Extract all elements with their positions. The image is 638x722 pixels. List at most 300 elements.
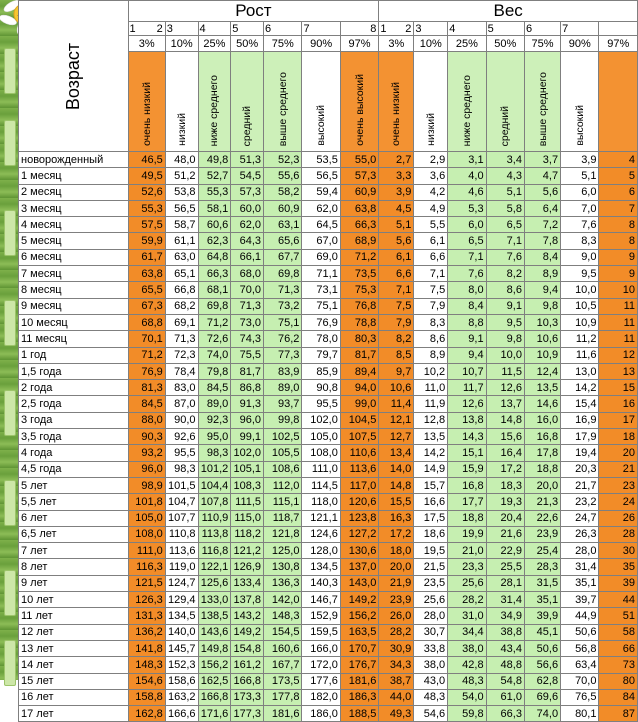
weight-value-cell: 15: [599, 380, 638, 396]
height-value-cell: 105,5: [264, 445, 302, 461]
table-row: [19, 314, 638, 330]
height-value-cell: 110,6: [340, 445, 378, 461]
weight-value-cell: 4,5: [379, 200, 414, 216]
age-cell: 10 лет: [19, 592, 129, 608]
weight-value-cell: 54,6: [414, 706, 448, 722]
height-value-cell: 60,9: [340, 184, 378, 200]
weight-value-cell: 84: [599, 689, 638, 705]
weight-value-cell: 35,1: [524, 592, 560, 608]
height-value-cell: 99,8: [264, 412, 302, 428]
decorative-tag: [4, 300, 16, 346]
weight-value-cell: 48,3: [414, 689, 448, 705]
height-value-cell: 80,3: [340, 331, 378, 347]
height-value-cell: 107,8: [198, 494, 231, 510]
height-value-cell: 181,6: [340, 673, 378, 689]
height-value-cell: 60,9: [264, 200, 302, 216]
weight-value-cell: 7,1: [448, 249, 486, 265]
height-value-cell: 55,0: [340, 152, 378, 168]
height-value-cell: 73,5: [340, 266, 378, 282]
weight-value-cell: 12,7: [379, 429, 414, 445]
table-row: [19, 706, 638, 722]
height-value-cell: 76,2: [264, 331, 302, 347]
weight-value-cell: 14,9: [414, 461, 448, 477]
height-value-cell: 110,9: [198, 510, 231, 526]
table-row: [19, 640, 638, 656]
height-value-cell: 98,3: [198, 445, 231, 461]
height-value-cell: 186,0: [302, 706, 340, 722]
weight-value-cell: 4,9: [414, 200, 448, 216]
weight-value-cell: 10,6: [524, 331, 560, 347]
weight-value-cell: 8,6: [486, 282, 524, 298]
weight-value-cell: 19,4: [561, 445, 599, 461]
category-label: выше среднего: [524, 52, 560, 152]
height-value-cell: 84,5: [128, 396, 165, 412]
age-cell: 2 месяц: [19, 184, 129, 200]
weight-value-cell: 5,1: [486, 184, 524, 200]
weight-value-cell: 28,1: [486, 575, 524, 591]
height-value-cell: 65,5: [128, 282, 165, 298]
age-cell: 8 лет: [19, 559, 129, 575]
height-value-cell: 137,8: [231, 592, 264, 608]
weight-value-cell: 38,8: [486, 624, 524, 640]
weight-value-cell: 20,3: [561, 461, 599, 477]
height-value-cell: 69,8: [264, 266, 302, 282]
height-value-cell: 140,3: [302, 575, 340, 591]
weight-value-cell: 4: [599, 152, 638, 168]
height-value-cell: 75,5: [231, 347, 264, 363]
height-value-cell: 60,0: [231, 200, 264, 216]
height-value-cell: 60,6: [198, 217, 231, 233]
height-value-cell: 67,3: [128, 298, 165, 314]
height-value-cell: 188,5: [340, 706, 378, 722]
height-value-cell: 59,4: [302, 184, 340, 200]
weight-value-cell: 10,6: [379, 380, 414, 396]
weight-value-cell: 28,2: [379, 624, 414, 640]
weight-value-cell: 11: [599, 331, 638, 347]
table-row: [19, 624, 638, 640]
height-value-cell: 173,3: [231, 689, 264, 705]
weight-value-cell: 11,5: [486, 363, 524, 379]
height-value-cell: 96,0: [128, 461, 165, 477]
weight-value-cell: 5,3: [448, 200, 486, 216]
decorative-tag: [4, 480, 16, 526]
weight-value-cell: 21,7: [561, 477, 599, 493]
table-row: [19, 526, 638, 542]
height-value-cell: 89,0: [264, 380, 302, 396]
weight-value-cell: 62,8: [524, 673, 560, 689]
table-row: [19, 233, 638, 249]
weight-value-cell: 9,0: [561, 249, 599, 265]
weight-value-cell: 11,6: [561, 347, 599, 363]
age-cell: 8 месяц: [19, 282, 129, 298]
height-value-cell: 66,1: [231, 249, 264, 265]
weight-value-cell: 31,4: [486, 592, 524, 608]
weight-value-cell: 48,3: [448, 673, 486, 689]
age-cell: 17 лет: [19, 706, 129, 722]
height-value-cell: 67,7: [264, 249, 302, 265]
weight-value-cell: 73: [599, 657, 638, 673]
height-value-cell: 77,3: [264, 347, 302, 363]
height-value-cell: 53,5: [302, 152, 340, 168]
table-row: [19, 282, 638, 298]
weight-value-cell: 4,7: [524, 168, 560, 184]
height-value-cell: 117,0: [340, 477, 378, 493]
table-row: [19, 331, 638, 347]
height-value-cell: 108,3: [231, 477, 264, 493]
weight-value-cell: 21,0: [448, 543, 486, 559]
weight-value-cell: 22,9: [486, 543, 524, 559]
weight-value-cell: 3,4: [486, 152, 524, 168]
height-value-cell: 166,0: [302, 640, 340, 656]
weight-value-cell: 13,0: [561, 363, 599, 379]
height-value-cell: 90,8: [302, 380, 340, 396]
height-value-cell: 67,0: [302, 233, 340, 249]
weight-value-cell: 12,6: [448, 396, 486, 412]
age-cell: 3 месяц: [19, 200, 129, 216]
height-value-cell: 118,0: [302, 494, 340, 510]
height-value-cell: 148,3: [128, 657, 165, 673]
height-value-cell: 114,5: [302, 477, 340, 493]
weight-value-cell: 16,9: [561, 412, 599, 428]
height-value-cell: 51,3: [231, 152, 264, 168]
age-cell: 9 месяц: [19, 298, 129, 314]
height-value-cell: 125,6: [198, 575, 231, 591]
weight-value-cell: 23,2: [561, 494, 599, 510]
height-value-cell: 149,2: [231, 624, 264, 640]
height-value-cell: 93,7: [264, 396, 302, 412]
weight-value-cell: 20: [599, 445, 638, 461]
height-value-cell: 158,6: [165, 673, 198, 689]
weight-value-cell: 7,0: [561, 200, 599, 216]
height-value-cell: 177,6: [302, 673, 340, 689]
weight-value-cell: 44: [599, 592, 638, 608]
table-row: [19, 380, 638, 396]
weight-value-cell: 16,8: [524, 429, 560, 445]
weight-value-cell: 5: [599, 168, 638, 184]
height-value-cell: 56,5: [302, 168, 340, 184]
height-value-cell: 172,0: [302, 657, 340, 673]
height-value-cell: 143,6: [198, 624, 231, 640]
weight-value-cell: 10,7: [448, 363, 486, 379]
table-body: [19, 152, 638, 722]
height-value-cell: 167,7: [264, 657, 302, 673]
weight-value-cell: 35: [599, 559, 638, 575]
weight-value-cell: 13,7: [486, 396, 524, 412]
height-value-cell: 145,7: [165, 640, 198, 656]
height-value-cell: 81,7: [340, 347, 378, 363]
weight-value-cell: 7,1: [486, 233, 524, 249]
height-value-cell: 148,3: [264, 608, 302, 624]
weight-value-cell: 6,5: [448, 233, 486, 249]
weight-value-cell: 10,2: [414, 363, 448, 379]
weight-value-cell: 35,1: [561, 575, 599, 591]
height-value-cell: 163,2: [165, 689, 198, 705]
percentile-cell: 50%: [231, 36, 264, 52]
height-value-cell: 62,0: [231, 217, 264, 233]
weight-value-cell: 42,8: [448, 657, 486, 673]
height-value-cell: 173,5: [264, 673, 302, 689]
height-value-cell: 57,3: [231, 184, 264, 200]
category-label: высокий: [561, 52, 599, 152]
weight-value-cell: 50,6: [524, 640, 560, 656]
column-number: 3: [414, 22, 448, 36]
height-value-cell: 136,3: [264, 575, 302, 591]
percentile-cell: 10%: [414, 36, 448, 52]
percentile-cell: 10%: [165, 36, 198, 52]
weight-value-cell: 20,0: [524, 477, 560, 493]
height-value-cell: 101,8: [128, 494, 165, 510]
percentile-cell: 25%: [198, 36, 231, 52]
category-label: высокий: [302, 52, 340, 152]
weight-value-cell: 11,2: [561, 331, 599, 347]
weight-value-cell: 8,8: [448, 314, 486, 330]
decorative-left-strip: [0, 0, 19, 680]
height-value-cell: 73,1: [302, 282, 340, 298]
height-value-cell: 113,6: [165, 543, 198, 559]
height-value-cell: 170,7: [340, 640, 378, 656]
table-row: [19, 689, 638, 705]
category-label: очень низкий: [128, 52, 165, 152]
height-value-cell: 63,8: [340, 200, 378, 216]
weight-value-cell: 23,9: [524, 526, 560, 542]
percentile-cell: 90%: [561, 36, 599, 52]
age-cell: 2 года: [19, 380, 129, 396]
percentile-cell: 3%: [128, 36, 165, 52]
height-value-cell: 137,0: [340, 559, 378, 575]
age-cell: 1 месяц: [19, 168, 129, 184]
height-value-cell: 143,0: [340, 575, 378, 591]
height-value-cell: 58,1: [198, 200, 231, 216]
column-number: 1 2: [379, 22, 414, 36]
weight-value-cell: 16,4: [486, 445, 524, 461]
height-value-cell: 163,5: [340, 624, 378, 640]
weight-value-cell: 56,8: [561, 640, 599, 656]
height-value-cell: 136,2: [128, 624, 165, 640]
height-value-cell: 75,3: [340, 282, 378, 298]
table-row: [19, 510, 638, 526]
age-cell: 1,5 года: [19, 363, 129, 379]
height-value-cell: 107,5: [340, 429, 378, 445]
weight-value-cell: 9,1: [448, 331, 486, 347]
height-value-cell: 104,7: [165, 494, 198, 510]
age-cell: 12 лет: [19, 624, 129, 640]
height-value-cell: 154,5: [264, 624, 302, 640]
column-number: 4: [198, 22, 231, 36]
height-value-cell: 102,5: [264, 429, 302, 445]
age-cell: 14 лет: [19, 657, 129, 673]
height-value-cell: 48,0: [165, 152, 198, 168]
weight-value-cell: 5,8: [486, 200, 524, 216]
weight-value-cell: 9: [599, 266, 638, 282]
age-column-header: Возраст: [19, 1, 129, 152]
age-cell: 2,5 года: [19, 396, 129, 412]
weight-value-cell: 80: [599, 673, 638, 689]
height-value-cell: 63,0: [165, 249, 198, 265]
category-label: низкий: [414, 52, 448, 152]
height-value-cell: 141,8: [128, 640, 165, 656]
weight-value-cell: 14,0: [379, 461, 414, 477]
weight-value-cell: 7,9: [414, 298, 448, 314]
weight-value-cell: 31,5: [524, 575, 560, 591]
height-value-cell: 105,1: [231, 461, 264, 477]
category-label: [599, 52, 638, 152]
height-value-cell: 101,5: [165, 477, 198, 493]
weight-value-cell: 15,4: [561, 396, 599, 412]
height-value-cell: 95,0: [198, 429, 231, 445]
age-cell: 11 лет: [19, 608, 129, 624]
age-cell: 11 месяц: [19, 331, 129, 347]
weight-value-cell: 10,9: [524, 347, 560, 363]
weight-value-cell: 8,4: [524, 249, 560, 265]
table-row: [19, 575, 638, 591]
weight-value-cell: 8,2: [486, 266, 524, 282]
weight-value-cell: 80,1: [561, 706, 599, 722]
age-cell: новорожденный: [19, 152, 129, 168]
weight-value-cell: 19,5: [414, 543, 448, 559]
weight-value-cell: 7,8: [524, 233, 560, 249]
weight-value-cell: 74,0: [524, 706, 560, 722]
weight-value-cell: 17,2: [486, 461, 524, 477]
height-value-cell: 124,7: [165, 575, 198, 591]
height-value-cell: 126,3: [128, 592, 165, 608]
weight-value-cell: 5,1: [379, 217, 414, 233]
weight-value-cell: 19,9: [448, 526, 486, 542]
height-value-cell: 71,2: [128, 347, 165, 363]
age-cell: 6 лет: [19, 510, 129, 526]
height-value-cell: 102,0: [231, 445, 264, 461]
weight-value-cell: 9,5: [561, 266, 599, 282]
height-value-cell: 130,8: [264, 559, 302, 575]
percentile-cell: 75%: [524, 36, 560, 52]
weight-value-cell: 16,6: [414, 494, 448, 510]
height-value-cell: 99,1: [231, 429, 264, 445]
height-value-cell: 120,6: [340, 494, 378, 510]
weight-value-cell: 12,6: [486, 380, 524, 396]
weight-value-cell: 30: [599, 543, 638, 559]
height-value-cell: 133,0: [198, 592, 231, 608]
weight-value-cell: 17,2: [379, 526, 414, 542]
weight-value-cell: 12,4: [524, 363, 560, 379]
weight-value-cell: 4,6: [448, 184, 486, 200]
weight-value-cell: 43,4: [486, 640, 524, 656]
age-cell: 10 месяц: [19, 314, 129, 330]
weight-value-cell: 24: [599, 494, 638, 510]
weight-value-cell: 26: [599, 510, 638, 526]
age-cell: 7 лет: [19, 543, 129, 559]
height-value-cell: 75,1: [302, 298, 340, 314]
height-value-cell: 149,2: [340, 592, 378, 608]
height-value-cell: 69,8: [198, 298, 231, 314]
height-value-cell: 81,3: [128, 380, 165, 396]
growth-table: [18, 0, 638, 722]
height-value-cell: 73,0: [231, 314, 264, 330]
weight-value-cell: 6,4: [524, 200, 560, 216]
height-value-cell: 98,3: [165, 461, 198, 477]
age-cell: 4 месяц: [19, 217, 129, 233]
weight-value-cell: 21,6: [486, 526, 524, 542]
weight-value-cell: 14,8: [379, 477, 414, 493]
weight-value-cell: 4,0: [448, 168, 486, 184]
height-value-cell: 116,3: [128, 559, 165, 575]
weight-value-cell: 14,2: [414, 445, 448, 461]
height-value-cell: 94,0: [340, 380, 378, 396]
weight-value-cell: 12,8: [414, 412, 448, 428]
table-row: [19, 298, 638, 314]
column-number: 5: [486, 22, 524, 36]
height-value-cell: 81,7: [231, 363, 264, 379]
weight-value-cell: 3,3: [379, 168, 414, 184]
height-value-cell: 113,6: [340, 461, 378, 477]
weight-value-cell: 43,0: [414, 673, 448, 689]
weight-value-cell: 6: [599, 184, 638, 200]
weight-value-cell: 23,5: [414, 575, 448, 591]
height-value-cell: 126,9: [231, 559, 264, 575]
height-value-cell: 142,0: [264, 592, 302, 608]
height-value-cell: 122,1: [198, 559, 231, 575]
weight-value-cell: 8,3: [561, 233, 599, 249]
height-value-cell: 129,4: [165, 592, 198, 608]
height-value-cell: 146,7: [302, 592, 340, 608]
weight-value-cell: 9: [599, 249, 638, 265]
weight-value-cell: 6,5: [486, 217, 524, 233]
weight-value-cell: 28,0: [414, 608, 448, 624]
category-label: очень высокий: [340, 52, 378, 152]
weight-value-cell: 7,5: [414, 282, 448, 298]
percentile-cell: 97%: [340, 36, 378, 52]
weight-value-cell: 54,8: [486, 673, 524, 689]
weight-value-cell: 11,4: [379, 396, 414, 412]
height-value-cell: 74,0: [198, 347, 231, 363]
weight-value-cell: 11,7: [448, 380, 486, 396]
column-number: 6: [524, 22, 560, 36]
column-number: 4: [448, 22, 486, 36]
weight-value-cell: 8,2: [379, 331, 414, 347]
height-value-cell: 166,8: [231, 673, 264, 689]
height-value-cell: 154,6: [128, 673, 165, 689]
height-value-cell: 69,1: [165, 314, 198, 330]
weight-value-cell: 20,4: [486, 510, 524, 526]
category-label: выше среднего: [264, 52, 302, 152]
weight-value-cell: 7,9: [379, 314, 414, 330]
weight-value-cell: 9,4: [448, 347, 486, 363]
height-value-cell: 131,3: [128, 608, 165, 624]
weight-value-cell: 23,3: [448, 559, 486, 575]
height-value-cell: 58,2: [264, 184, 302, 200]
height-value-cell: 49,5: [128, 168, 165, 184]
height-value-cell: 108,0: [302, 445, 340, 461]
weight-value-cell: 2,9: [414, 152, 448, 168]
height-value-cell: 55,6: [264, 168, 302, 184]
weight-value-cell: 4,2: [414, 184, 448, 200]
height-value-cell: 134,5: [302, 559, 340, 575]
height-value-cell: 133,4: [231, 575, 264, 591]
weight-value-cell: 7,5: [379, 298, 414, 314]
height-value-cell: 111,0: [302, 461, 340, 477]
weight-value-cell: 21,3: [524, 494, 560, 510]
height-value-cell: 73,2: [264, 298, 302, 314]
weight-value-cell: 12,1: [379, 412, 414, 428]
weight-value-cell: 28: [599, 526, 638, 542]
height-section-title: Рост: [128, 1, 379, 22]
weight-value-cell: 18: [599, 429, 638, 445]
height-value-cell: 115,1: [264, 494, 302, 510]
weight-value-cell: 18,0: [379, 543, 414, 559]
weight-value-cell: 3,7: [524, 152, 560, 168]
height-value-cell: 161,2: [231, 657, 264, 673]
weight-value-cell: 7: [599, 200, 638, 216]
weight-value-cell: 12: [599, 347, 638, 363]
weight-value-cell: 31,4: [561, 559, 599, 575]
